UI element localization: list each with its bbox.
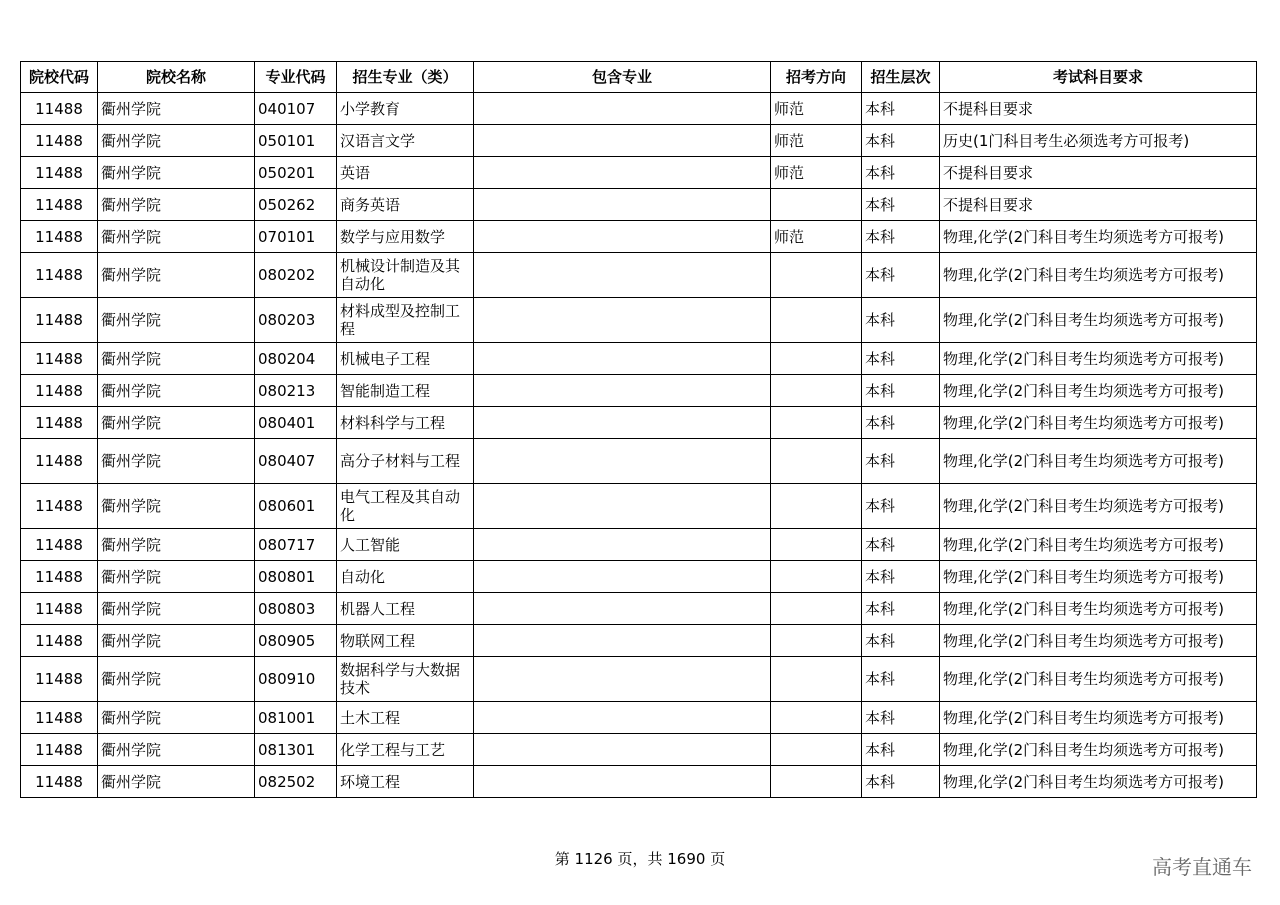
cell-school-code: 11488 — [21, 189, 98, 221]
cell-school-code: 11488 — [21, 484, 98, 529]
cell-requirement: 物理,化学(2门科目考生均须选考方可报考) — [940, 734, 1257, 766]
cell-requirement: 不提科目要求 — [940, 189, 1257, 221]
cell-level: 本科 — [862, 766, 940, 798]
page-number: 第 1126 页，共 1690 页 — [554, 850, 726, 868]
cell-school-code: 11488 — [21, 561, 98, 593]
cell-includes — [474, 298, 771, 343]
cell-level: 本科 — [862, 189, 940, 221]
cell-includes — [474, 657, 771, 702]
cell-level: 本科 — [862, 593, 940, 625]
cell-includes — [474, 702, 771, 734]
cell-requirement: 不提科目要求 — [940, 93, 1257, 125]
cell-requirement: 物理,化学(2门科目考生均须选考方可报考) — [940, 407, 1257, 439]
cell-major-code: 080717 — [255, 529, 337, 561]
table-row — [21, 484, 1257, 529]
cell-major-code: 080407 — [255, 439, 337, 484]
cell-direction — [771, 657, 862, 702]
table-row — [21, 221, 1257, 253]
header-school-name: 院校名称 — [98, 62, 255, 93]
table-row — [21, 561, 1257, 593]
cell-includes — [474, 625, 771, 657]
cell-school-name: 衢州学院 — [98, 253, 255, 298]
cell-major-code: 080803 — [255, 593, 337, 625]
cell-major-code: 080213 — [255, 375, 337, 407]
cell-includes — [474, 766, 771, 798]
cell-school-code: 11488 — [21, 439, 98, 484]
cell-school-name: 衢州学院 — [98, 529, 255, 561]
cell-major-code: 080203 — [255, 298, 337, 343]
table-row — [21, 439, 1257, 484]
cell-level: 本科 — [862, 375, 940, 407]
cell-requirement: 物理,化学(2门科目考生均须选考方可报考) — [940, 766, 1257, 798]
cell-major-code: 081001 — [255, 702, 337, 734]
cell-school-name: 衢州学院 — [98, 125, 255, 157]
cell-school-code: 11488 — [21, 375, 98, 407]
cell-school-name: 衢州学院 — [98, 93, 255, 125]
cell-school-name: 衢州学院 — [98, 189, 255, 221]
cell-major-code: 040107 — [255, 93, 337, 125]
watermark: 高考直通车 — [1152, 855, 1252, 879]
cell-direction — [771, 407, 862, 439]
cell-major: 数据科学与大数据技术 — [337, 657, 474, 702]
cell-requirement: 物理,化学(2门科目考生均须选考方可报考) — [940, 375, 1257, 407]
cell-level: 本科 — [862, 734, 940, 766]
cell-level: 本科 — [862, 125, 940, 157]
cell-major: 高分子材料与工程 — [337, 439, 474, 484]
cell-includes — [474, 529, 771, 561]
cell-school-name: 衢州学院 — [98, 484, 255, 529]
cell-level: 本科 — [862, 657, 940, 702]
cell-major-code: 070101 — [255, 221, 337, 253]
cell-requirement: 物理,化学(2门科目考生均须选考方可报考) — [940, 702, 1257, 734]
cell-school-name: 衢州学院 — [98, 298, 255, 343]
cell-school-code: 11488 — [21, 221, 98, 253]
cell-school-name: 衢州学院 — [98, 657, 255, 702]
table-row — [21, 407, 1257, 439]
cell-direction — [771, 298, 862, 343]
cell-requirement: 物理,化学(2门科目考生均须选考方可报考) — [940, 657, 1257, 702]
header-requirement: 考试科目要求 — [940, 62, 1257, 93]
table-row — [21, 343, 1257, 375]
cell-school-code: 11488 — [21, 157, 98, 189]
table-row — [21, 657, 1257, 702]
cell-includes — [474, 343, 771, 375]
cell-major-code: 080202 — [255, 253, 337, 298]
cell-level: 本科 — [862, 407, 940, 439]
header-school-code: 院校代码 — [21, 62, 98, 93]
cell-level: 本科 — [862, 702, 940, 734]
cell-school-code: 11488 — [21, 657, 98, 702]
cell-requirement: 物理,化学(2门科目考生均须选考方可报考) — [940, 593, 1257, 625]
cell-requirement: 物理,化学(2门科目考生均须选考方可报考) — [940, 343, 1257, 375]
cell-level: 本科 — [862, 484, 940, 529]
cell-includes — [474, 593, 771, 625]
cell-major: 英语 — [337, 157, 474, 189]
cell-school-name: 衢州学院 — [98, 221, 255, 253]
cell-major-code: 080801 — [255, 561, 337, 593]
cell-major: 机器人工程 — [337, 593, 474, 625]
cell-includes — [474, 253, 771, 298]
cell-direction — [771, 702, 862, 734]
table-row — [21, 189, 1257, 221]
cell-major-code: 081301 — [255, 734, 337, 766]
cell-requirement: 物理,化学(2门科目考生均须选考方可报考) — [940, 439, 1257, 484]
cell-major-code: 080401 — [255, 407, 337, 439]
cell-school-code: 11488 — [21, 702, 98, 734]
header-includes: 包含专业 — [474, 62, 771, 93]
cell-includes — [474, 407, 771, 439]
cell-school-name: 衢州学院 — [98, 157, 255, 189]
cell-school-code: 11488 — [21, 529, 98, 561]
cell-requirement: 物理,化学(2门科目考生均须选考方可报考) — [940, 529, 1257, 561]
cell-requirement: 物理,化学(2门科目考生均须选考方可报考) — [940, 221, 1257, 253]
cell-level: 本科 — [862, 439, 940, 484]
cell-major: 土木工程 — [337, 702, 474, 734]
cell-school-name: 衢州学院 — [98, 375, 255, 407]
cell-major: 自动化 — [337, 561, 474, 593]
cell-school-code: 11488 — [21, 734, 98, 766]
cell-includes — [474, 484, 771, 529]
cell-major: 化学工程与工艺 — [337, 734, 474, 766]
cell-school-code: 11488 — [21, 93, 98, 125]
cell-school-name: 衢州学院 — [98, 766, 255, 798]
cell-school-name: 衢州学院 — [98, 407, 255, 439]
cell-direction — [771, 625, 862, 657]
cell-major-code: 080905 — [255, 625, 337, 657]
cell-includes — [474, 189, 771, 221]
cell-school-code: 11488 — [21, 298, 98, 343]
cell-school-code: 11488 — [21, 625, 98, 657]
cell-major: 机械设计制造及其自动化 — [337, 253, 474, 298]
table-header-row — [21, 62, 1257, 93]
cell-requirement: 不提科目要求 — [940, 157, 1257, 189]
cell-includes — [474, 125, 771, 157]
cell-major-code: 050262 — [255, 189, 337, 221]
cell-requirement: 物理,化学(2门科目考生均须选考方可报考) — [940, 253, 1257, 298]
cell-major-code: 080601 — [255, 484, 337, 529]
table-row — [21, 734, 1257, 766]
cell-level: 本科 — [862, 529, 940, 561]
cell-major: 材料成型及控制工程 — [337, 298, 474, 343]
table-row — [21, 93, 1257, 125]
cell-major: 电气工程及其自动化 — [337, 484, 474, 529]
cell-requirement: 物理,化学(2门科目考生均须选考方可报考) — [940, 298, 1257, 343]
cell-level: 本科 — [862, 157, 940, 189]
cell-direction — [771, 734, 862, 766]
cell-school-name: 衢州学院 — [98, 734, 255, 766]
cell-requirement: 物理,化学(2门科目考生均须选考方可报考) — [940, 625, 1257, 657]
cell-school-name: 衢州学院 — [98, 561, 255, 593]
cell-level: 本科 — [862, 298, 940, 343]
cell-includes — [474, 561, 771, 593]
cell-level: 本科 — [862, 625, 940, 657]
cell-major-code: 082502 — [255, 766, 337, 798]
cell-includes — [474, 93, 771, 125]
cell-major: 环境工程 — [337, 766, 474, 798]
header-direction: 招考方向 — [771, 62, 862, 93]
cell-level: 本科 — [862, 93, 940, 125]
table-row — [21, 253, 1257, 298]
cell-major: 数学与应用数学 — [337, 221, 474, 253]
cell-direction — [771, 189, 862, 221]
admission-table — [20, 61, 1257, 798]
cell-school-code: 11488 — [21, 407, 98, 439]
cell-school-code: 11488 — [21, 766, 98, 798]
cell-school-name: 衢州学院 — [98, 702, 255, 734]
cell-school-name: 衢州学院 — [98, 593, 255, 625]
cell-level: 本科 — [862, 253, 940, 298]
cell-major: 材料科学与工程 — [337, 407, 474, 439]
header-major-code: 专业代码 — [255, 62, 337, 93]
cell-direction — [771, 766, 862, 798]
cell-requirement: 历史(1门科目考生必须选考方可报考) — [940, 125, 1257, 157]
cell-level: 本科 — [862, 221, 940, 253]
cell-level: 本科 — [862, 561, 940, 593]
cell-direction: 师范 — [771, 125, 862, 157]
cell-major: 小学教育 — [337, 93, 474, 125]
cell-major: 智能制造工程 — [337, 375, 474, 407]
cell-major-code: 050201 — [255, 157, 337, 189]
table-row — [21, 125, 1257, 157]
table-row — [21, 702, 1257, 734]
cell-major-code: 050101 — [255, 125, 337, 157]
cell-major-code: 080204 — [255, 343, 337, 375]
cell-requirement: 物理,化学(2门科目考生均须选考方可报考) — [940, 484, 1257, 529]
cell-direction — [771, 253, 862, 298]
cell-school-name: 衢州学院 — [98, 625, 255, 657]
cell-direction: 师范 — [771, 221, 862, 253]
cell-major: 机械电子工程 — [337, 343, 474, 375]
table-row — [21, 766, 1257, 798]
table-row — [21, 625, 1257, 657]
cell-direction — [771, 343, 862, 375]
cell-includes — [474, 375, 771, 407]
cell-direction — [771, 529, 862, 561]
cell-direction — [771, 375, 862, 407]
cell-direction: 师范 — [771, 157, 862, 189]
cell-level: 本科 — [862, 343, 940, 375]
cell-direction — [771, 439, 862, 484]
cell-school-code: 11488 — [21, 253, 98, 298]
cell-direction — [771, 593, 862, 625]
cell-direction: 师范 — [771, 93, 862, 125]
cell-major: 汉语言文学 — [337, 125, 474, 157]
cell-school-code: 11488 — [21, 593, 98, 625]
cell-school-code: 11488 — [21, 125, 98, 157]
cell-direction — [771, 561, 862, 593]
cell-school-name: 衢州学院 — [98, 343, 255, 375]
cell-major: 人工智能 — [337, 529, 474, 561]
cell-direction — [771, 484, 862, 529]
cell-includes — [474, 221, 771, 253]
cell-includes — [474, 439, 771, 484]
cell-major-code: 080910 — [255, 657, 337, 702]
header-major: 招生专业（类） — [337, 62, 474, 93]
table-row — [21, 593, 1257, 625]
cell-school-code: 11488 — [21, 343, 98, 375]
table-row — [21, 529, 1257, 561]
cell-major: 商务英语 — [337, 189, 474, 221]
table-row — [21, 157, 1257, 189]
table-row — [21, 298, 1257, 343]
table-row — [21, 375, 1257, 407]
cell-major: 物联网工程 — [337, 625, 474, 657]
cell-includes — [474, 157, 771, 189]
cell-school-name: 衢州学院 — [98, 439, 255, 484]
header-level: 招生层次 — [862, 62, 940, 93]
cell-requirement: 物理,化学(2门科目考生均须选考方可报考) — [940, 561, 1257, 593]
cell-includes — [474, 734, 771, 766]
